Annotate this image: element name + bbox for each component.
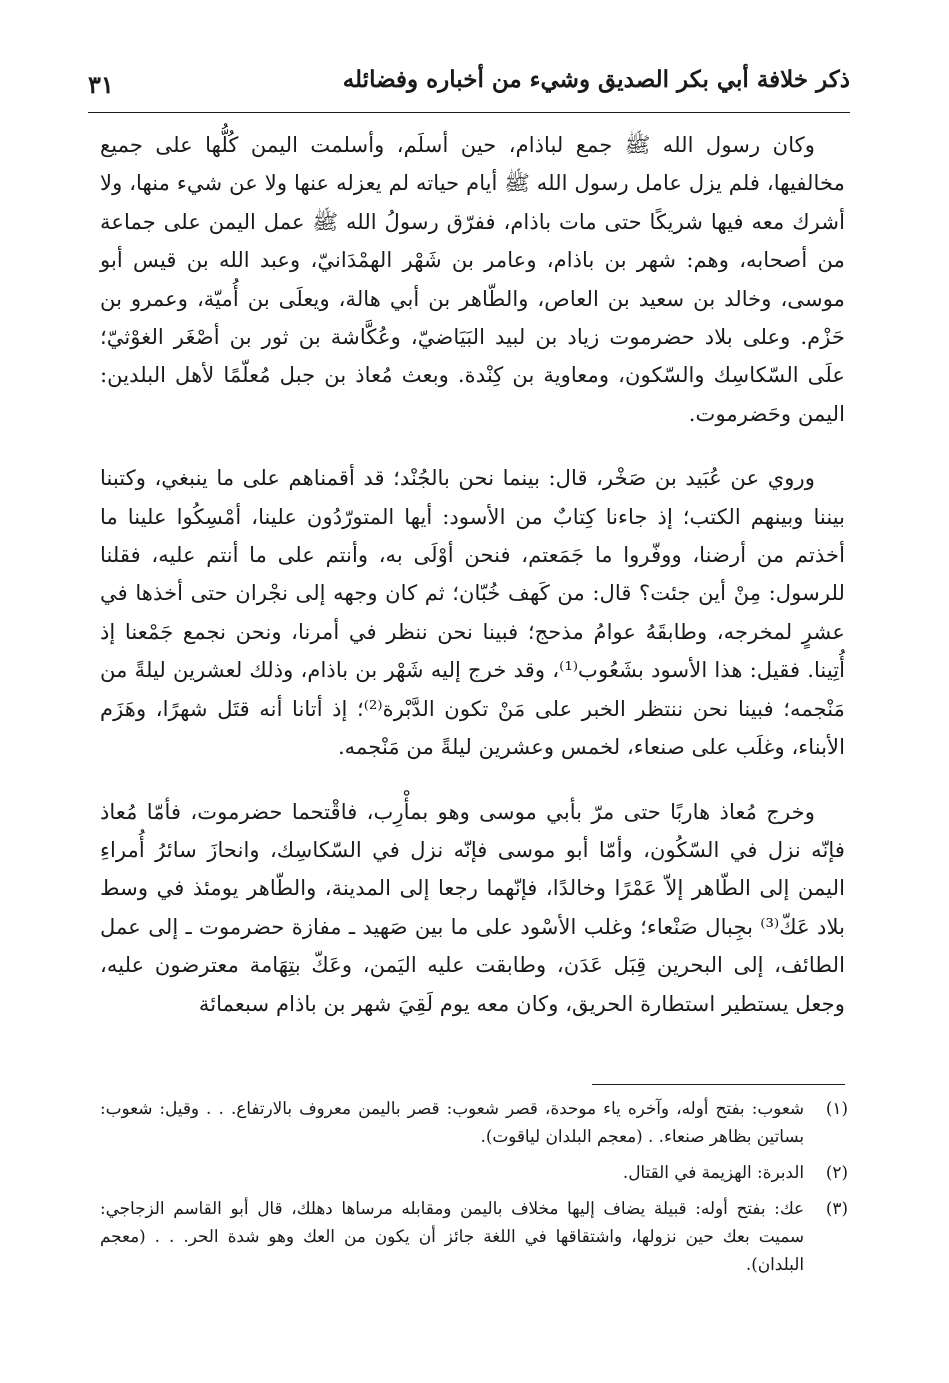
chapter-title: ذكر خلافة أبي بكر الصديق وشيء من أخباره وفضائله (342, 66, 850, 93)
footnote-text: شعوب: بفتح أوله، وآخره ياء موحدة، قصر شعوب: قصر باليمن معروف بالارتفاع. . . وقيل: شعوب: بساتين بظاهر صنعاء. . (معجم البلدان لياقوت). (100, 1098, 804, 1146)
footnote-text: الدبرة: الهزيمة في القتال. (622, 1162, 804, 1182)
running-header (88, 58, 850, 113)
footnote (100, 1158, 848, 1186)
footnote (100, 1094, 848, 1150)
paragraph: وخرج مُعاذ هاربًا حتى مرّ بأبي موسى وهو بمأْرِب، فاقْتحما حضرموت، فأمّا مُعاذ فإنّه نزل في السّكُون، وأمّا أبو موسى فإنّه نزل في السّكاسِك، وانحازَ سائرُ أُمراءِ اليمن إلى الطّاهر إلاّ عَمْرًا وخالدًا، فإنّهما رجعا إلى المدينة، والطّاهر يومئذ في وسط بلاد عَكّ⁽³⁾ بجِبال صَنْعاء؛ وغلب الأسْود على ما بين صَهيد ـ مفازة حضرموت ـ إلى عمل الطائف، إلى البحرين قِبَل عَدَن، وطابقت عليه اليَمن، وعَكّ بتِهَامة معترضون عليه، وجعل يستطير استطارة الحريق، وكان معه يوم لَقِيَ شهر بن باذام سبعمائة (100, 798, 845, 1016)
footnote-number: (٢) (825, 1162, 848, 1182)
main-text (100, 126, 845, 1049)
footnote-number: (١) (825, 1098, 848, 1118)
page-number: ٣١ (88, 70, 114, 99)
footnote-number: (٣) (825, 1198, 848, 1218)
paragraph: وكان رسول الله ﷺ جمع لباذام، حين أسلَم، وأسلمت اليمن كُلُّها على جميع مخالفيها، فلم يزل عامل رسول الله ﷺ أيام حياته لم يعزله عنها ولا عن شيء منها، ولا أشرك معه فيها شريكًا حتى مات باذام، ففرّق رسولُ الله ﷺ عمل اليمن على جماعة من أصحابه، وهم: شهر بن باذام، وعامر بن شَهْر الهمْدَانيّ، وعبد الله بن قيس أبو موسى، وخالد بن سعيد بن العاص، والطّاهر بن أبي هالة، ويعلَى بن أُميّة، وعمرو بن حَزْم. وعلى بلاد حضرموت زياد بن لبيد البَيَاضيّ، وعُكَّاشة بن ثور بن أصْغَر الغوْثيّ؛ علَى السّكاسِك والسّكون، ومعاوية بن كِنْدة. وبعث مُعاذ بن جبل مُعلّمًا لأهل البلدين: اليمن وحَضرموت. (100, 132, 845, 426)
footnotes (100, 1094, 848, 1286)
footnote-text: عك: بفتح أوله: قبيلة يضاف إليها مخلاف باليمن ومقابله مرساها دهلك، قال أبو القاسم الزجاجي: سميت بعك حين نزولها، واشتقاقها في اللغة جائز أن يكون من العك وهو شدة الحر. . . (معجم البلدان). (100, 1198, 804, 1274)
paragraph: وروي عن عُبَيد بن صَخْر، قال: بينما نحن بالجُنْد؛ قد أقمناهم على ما ينبغي، وكتبنا بيننا وبينهم الكتب؛ إذ جاءنا كِتابٌ من الأسود: أيها المتورّدُون علينا، أمْسِكُوا علينا ما أخذتم من أرضنا، ووفّروا ما جَمَعتم، فنحن أوْلَى به، وأنتم على ما أنتم عليه، فقلنا للرسول: مِنْ أين جئت؟ قال: من كَهف خُبّان؛ ثم كان وجهه إلى نجْران حتى أخذها في عشرٍ لمخرجه، وطابقَهُ عوامُ مذحج؛ فبينا نحن ننظر في أمرنا، ونحن نجمع جَمْعنا إذ أُتِينا. فقيل: هذا الأسود بشَعُوب⁽¹⁾، وقد خرج إليه شَهْر بن باذام، وذلك لعشرين ليلةً من مَنْجمه؛ فبينا نحن ننتظر الخبر على مَنْ تكون الدَّبْرة⁽²⁾؛ إذ أتانا أنه قتَل شهرًا، وهَزَم الأبناء، وغلَب على صنعاء، لخمس وعشرين ليلةً من مَنْجمه. (100, 465, 845, 760)
footnote (100, 1194, 848, 1278)
footnote-divider (592, 1084, 845, 1085)
